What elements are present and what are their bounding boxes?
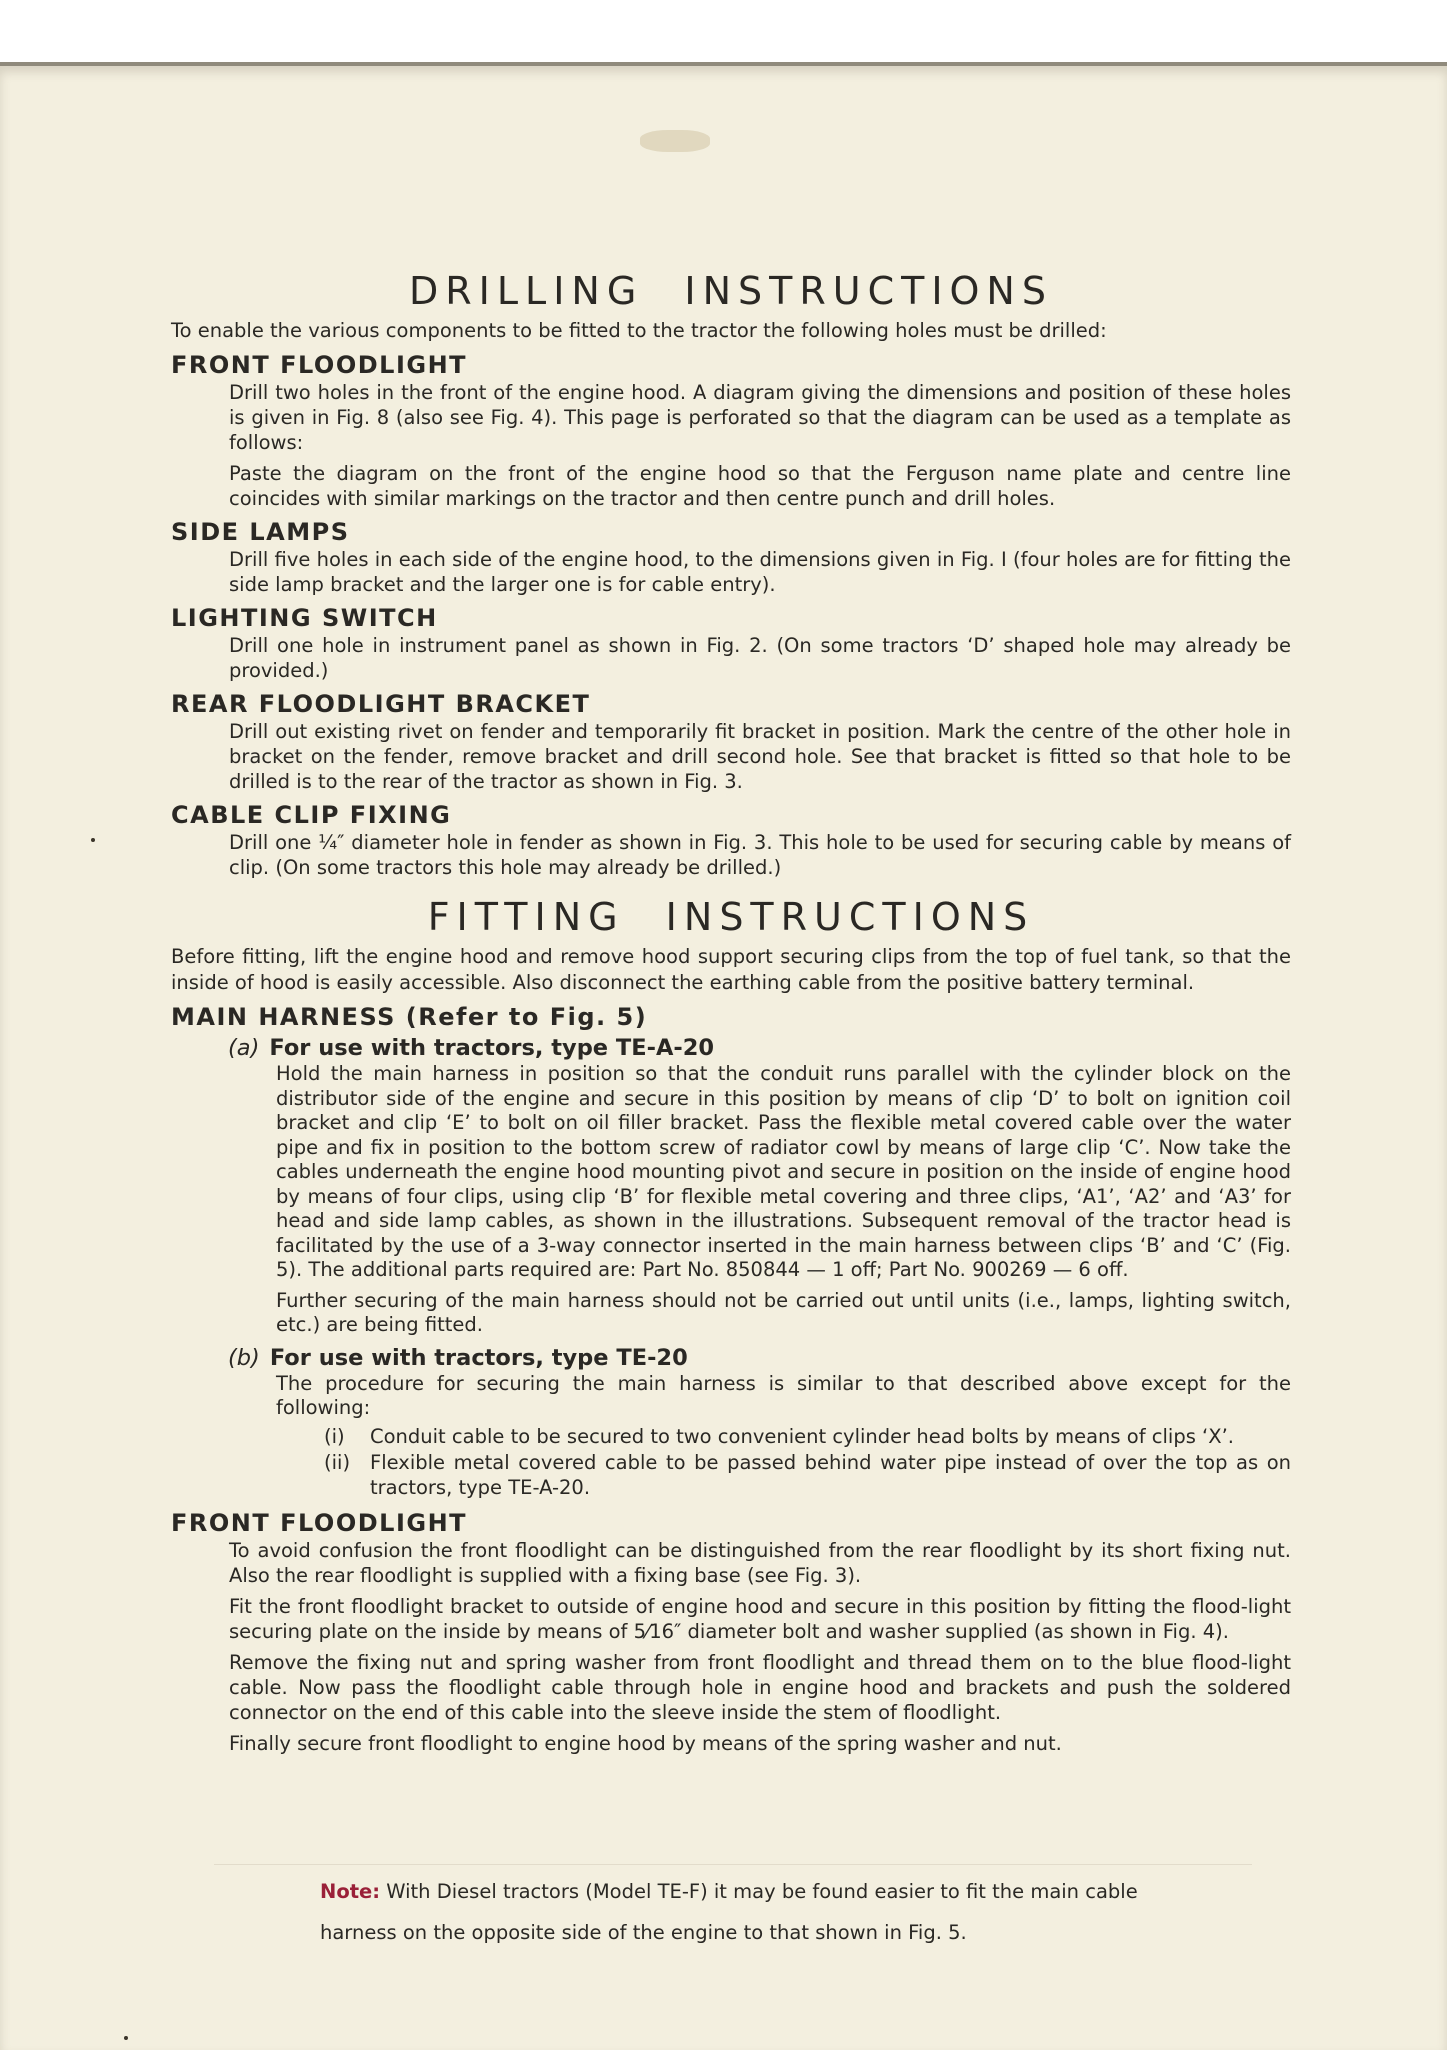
paragraph: To avoid confusion the front floodlight can be distinguished from the rear floodlight by its short fixing nut. Also the rear floodlight is supplied with a fixing base (see Fig. 3). (229, 1539, 1291, 1587)
rear-floodlight-bracket-heading: REAR FLOODLIGHT BRACKET (171, 690, 591, 718)
punch-mark (124, 2036, 128, 2040)
note-label: Note: (320, 1880, 381, 1903)
paragraph: Drill out existing rivet on fender and temporarily fit bracket in position. Mark the centre of the other hole in bracket on the fender, remove bracket and drill second hole. See that bracket is fitted so that hole to be drilled is to the rear of the tractor as shown in Fig. 3. (229, 720, 1291, 793)
harness-type-a (228, 1034, 1291, 1338)
paragraph: Further securing of the main harness should not be carried out until units (i.e., lamps, lighting switch, etc.) are being fitted. (276, 1288, 1291, 1336)
procedure-list (324, 1425, 1291, 1501)
list-text: Conduit cable to be secured to two convenient cylinder head bolts by means of clips ‘X’. (370, 1424, 1235, 1448)
side-lamps-heading: SIDE LAMPS (171, 518, 350, 546)
front-floodlight-drill-heading: FRONT FLOODLIGHT (171, 351, 468, 379)
lighting-switch-body (229, 633, 1291, 683)
fitting-intro: Before fitting, lift the engine hood and remove hood support securing clips from the top of fuel tank, so that the inside of hood is easily accessible. Also disconnect the earthing cable from the positive battery terminal. (171, 945, 1291, 994)
item-letter: (b) (228, 1344, 260, 1371)
main-harness-heading: MAIN HARNESS (Refer to Fig. 5) (171, 1003, 648, 1031)
list-text: Flexible metal covered cable to be passed behind water pipe instead of over the top as on tractors, type TE-A-20. (370, 1451, 1291, 1499)
paragraph: Fit the front floodlight bracket to outside of engine hood and secure in this position by fitting the flood-light securing plate on the inside by means of 5⁄16″ diameter bolt and washer supplied (as shown in Fig. 4). (229, 1595, 1291, 1643)
rear-floodlight-bracket-body (229, 719, 1291, 794)
subheading-text: For use with tractors, type TE-20 (269, 1344, 688, 1371)
note-text: With Diesel tractors (Model TE-F) it may be found easier to fit the main cable harness on the opposite side of the engine to that shown in Fig. 5. (320, 1880, 1138, 1944)
front-floodlight-fit-heading: FRONT FLOODLIGHT (171, 1509, 468, 1537)
paragraph: Drill five holes in each side of the engine hood, to the dimensions given in Fig. I (four holes are for fitting the side lamp bracket and the larger one is for cable entry). (229, 548, 1291, 596)
paragraph: Drill two holes in the front of the engine hood. A diagram giving the dimensions and position of these holes is given in Fig. 8 (also see Fig. 4). This page is perforated so that the diagram can be used as a template as follows: (229, 381, 1291, 454)
cable-clip-heading: CABLE CLIP FIXING (171, 801, 452, 829)
paragraph: Hold the main harness in position so that the conduit runs parallel with the cylinder block on the distributor side of the engine and secure in this position by means of clip ‘D’ to bolt on ignition coil bracket and clip ‘E’ to bolt on oil filler bracket. Pass the flexible metal covered cable over the water pipe and fix in position to the bottom screw of radiator cowl by means of large clip ‘C’. Now take the cables underneath the engine hood mounting pivot and secure in position on the inside of engine hood by means of four clips, using clip ‘B’ for flexible metal covering and three clips, ‘A1’, ‘A2’ and ‘A3’ for head and side lamp cables, as shown in the illustrations. Subsequent removal of the tractor head is facilitated by the use of a 3-way connector inserted in the main harness between clips ‘B’ and ‘C’ (Fig. 5). The additional parts required are: Part No. 850844 — 1 off; Part No. 900269 — 6 off. (276, 1062, 1291, 1281)
harness-type-b-heading (228, 1344, 1291, 1372)
punch-mark (91, 838, 95, 842)
front-floodlight-fit-body (229, 1538, 1291, 1756)
document-body (171, 268, 1291, 1762)
lighting-switch-heading: LIGHTING SWITCH (171, 604, 438, 632)
fitting-title: FITTING INSTRUCTIONS (427, 895, 1035, 939)
note (320, 1871, 1180, 1953)
paragraph: Drill one hole in instrument panel as shown in Fig. 2. (On some tractors ‘D’ shaped hole may already be provided.) (229, 634, 1291, 682)
drilling-intro: To enable the various components to be fitted to the tractor the following holes must be drilled: (171, 319, 1107, 342)
drilling-title: DRILLING INSTRUCTIONS (409, 269, 1053, 313)
paragraph: Finally secure front floodlight to engine hood by means of the spring washer and nut. (229, 1732, 1062, 1755)
list-number: (ii) (324, 1451, 351, 1474)
list-item (324, 1451, 1291, 1500)
harness-type-a-body (276, 1062, 1291, 1338)
item-letter: (a) (228, 1035, 260, 1061)
paper-stain (640, 130, 710, 152)
subheading-text: For use with tractors, type TE-A-20 (269, 1035, 715, 1061)
cable-clip-body (229, 830, 1291, 880)
list-item (324, 1425, 1291, 1450)
side-lamps-body (229, 547, 1291, 597)
paragraph: The procedure for securing the main harness is similar to that described above except for the following: (276, 1371, 1291, 1419)
list-number: (i) (324, 1424, 345, 1448)
harness-type-b-body (276, 1372, 1291, 1501)
front-floodlight-drill-body (229, 380, 1291, 511)
paragraph: Remove the fixing nut and spring washer from front floodlight and thread them on to the blue flood-light cable. Now pass the floodlight cable through hole in engine hood and brackets and push the soldered connector on the end of this cable into the sleeve inside the stem of floodlight. (229, 1651, 1291, 1724)
paragraph: Drill one ¼″ diameter hole in fender as shown in Fig. 3. This hole to be used for securing cable by means of clip. (On some tractors this hole may already be drilled.) (229, 831, 1291, 879)
harness-type-b (228, 1344, 1291, 1501)
paragraph: Paste the diagram on the front of the engine hood so that the Ferguson name plate and centre line coincides with similar markings on the tractor and then centre punch and drill holes. (229, 462, 1291, 510)
harness-type-a-heading (228, 1034, 1291, 1062)
